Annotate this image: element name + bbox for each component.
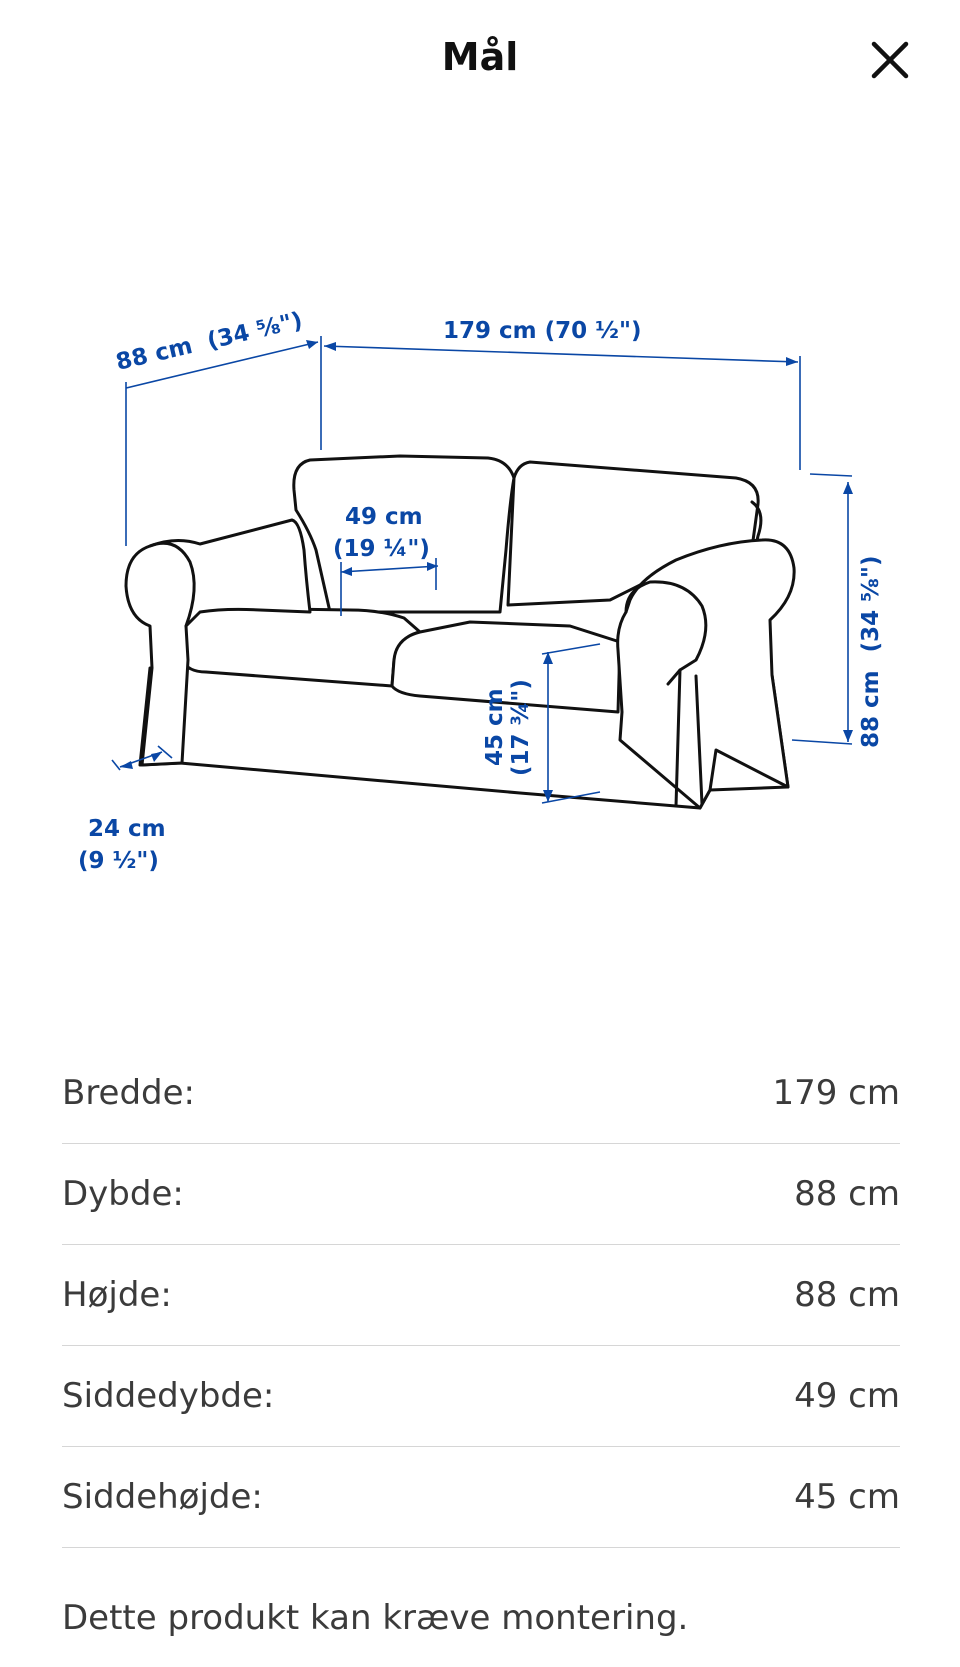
arm-label-in: (9 ½")	[78, 848, 159, 874]
spec-row-seat-height	[62, 1447, 900, 1548]
seat-height-label-cm: 45 cm	[482, 688, 508, 766]
sofa-diagram-svg	[0, 300, 960, 940]
width-line	[324, 346, 798, 362]
page-title: Mål	[441, 35, 519, 79]
spec-row-depth	[62, 1144, 900, 1245]
height-ext-bottom	[792, 740, 852, 744]
spec-row-seat-depth	[62, 1346, 900, 1447]
spec-label: Bredde:	[62, 1073, 196, 1113]
height-ext-top	[810, 474, 852, 476]
spec-value: 88 cm	[794, 1275, 900, 1315]
spec-value: 45 cm	[794, 1477, 900, 1517]
spec-value: 88 cm	[794, 1174, 900, 1214]
arm-ext-left	[112, 760, 120, 770]
spec-label: Højde:	[62, 1275, 172, 1315]
seat-depth-label-in: (19 ¼")	[333, 536, 430, 562]
spec-label: Siddehøjde:	[62, 1477, 263, 1517]
seat-height-label-in: (17 ¾")	[508, 679, 534, 776]
sofa-dimension-diagram	[0, 300, 960, 940]
spec-row-height	[62, 1245, 900, 1346]
seat-cushion-left	[182, 608, 420, 686]
seat-depth-label-cm: 49 cm	[345, 504, 423, 530]
arm-label-cm: 24 cm	[88, 816, 166, 842]
dialog-header	[0, 0, 960, 120]
back-cushion-left	[294, 456, 514, 612]
assembly-note: Dette produkt kan kræve montering.	[62, 1598, 689, 1638]
dimension-spec-list	[62, 1043, 900, 1548]
spec-label: Siddedybde:	[62, 1376, 275, 1416]
depth-label: 88 cm (34 ⅝")	[113, 307, 305, 376]
sofa-illustration	[126, 456, 794, 808]
spec-label: Dybde:	[62, 1174, 184, 1214]
spec-row-width	[62, 1043, 900, 1144]
height-label: 88 cm (34 ⅝")	[858, 555, 884, 748]
spec-value: 49 cm	[794, 1376, 900, 1416]
close-icon	[866, 36, 914, 84]
width-label: 179 cm (70 ½")	[443, 318, 642, 344]
close-button[interactable]	[866, 36, 914, 84]
spec-value: 179 cm	[772, 1073, 900, 1113]
